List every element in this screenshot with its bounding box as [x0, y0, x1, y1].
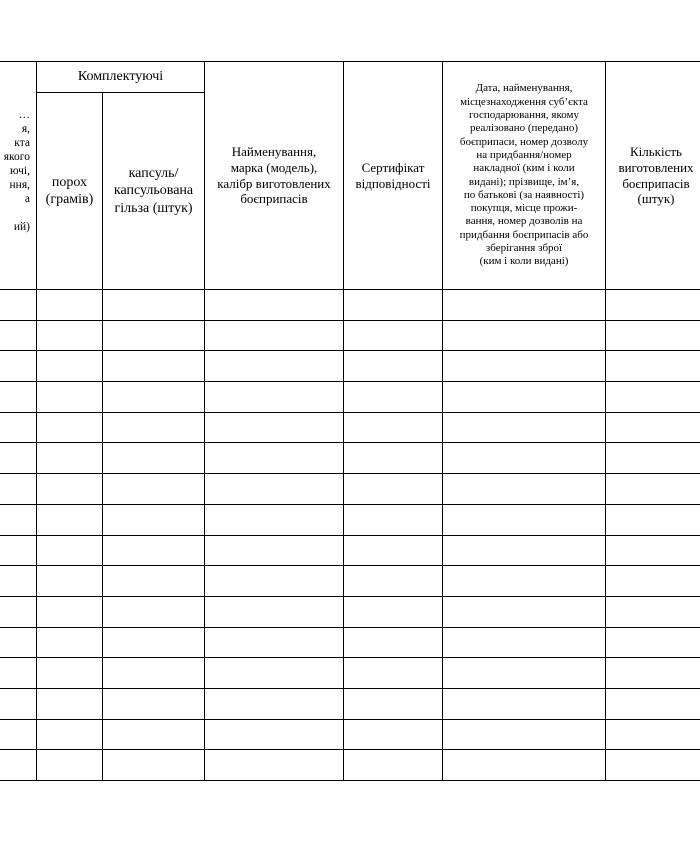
table-row-line	[0, 504, 700, 505]
table-row-line	[0, 442, 700, 443]
table-row-line	[0, 350, 700, 351]
header-cell-primer: капсуль/ капсульована гільза (штук)	[113, 166, 194, 216]
header-cell-cut-column: … я, кта якого ючі, ння, а ий)	[3, 109, 30, 234]
header-cell-certificate: Сертифікат відповідності	[355, 159, 431, 191]
header-cell-quantity: Кількість виготовлених боєприпасів (штук)	[618, 143, 694, 207]
header-cell-powder: порох (грамів)	[45, 174, 94, 207]
table-row-line	[0, 688, 700, 689]
header-cell-ammo-name: Найменування, марка (модель), калібр виготовлених боєприпасів	[217, 143, 331, 207]
table-row-line	[0, 565, 700, 566]
table-row-line	[0, 320, 700, 321]
table-row-line	[0, 473, 700, 474]
header-bottom-border	[0, 289, 700, 290]
table-row-line	[0, 657, 700, 658]
table-row-line	[0, 596, 700, 597]
header-cell-sale-details: Дата, найменування, місцезнаходження суб’єкта господарювання, якому реалізовано (передано) боєприпаси, номер дозволу на придбання/номер накладної (ким і коли видані); прізвище, ім’я, по батькові (за наявності) покупця, місце прожи- вання, номер дозволів на придбання боєприпасів або зберігання зброї (ким і коли видані)	[459, 82, 589, 268]
table-row-line	[0, 719, 700, 720]
header-cell-components: Комплектуючі	[77, 69, 164, 85]
table-row-line	[0, 749, 700, 750]
table-row-line	[0, 780, 700, 781]
table-row-line	[0, 535, 700, 536]
table-row-line	[0, 381, 700, 382]
table-row-line	[0, 627, 700, 628]
table-row-line	[0, 412, 700, 413]
